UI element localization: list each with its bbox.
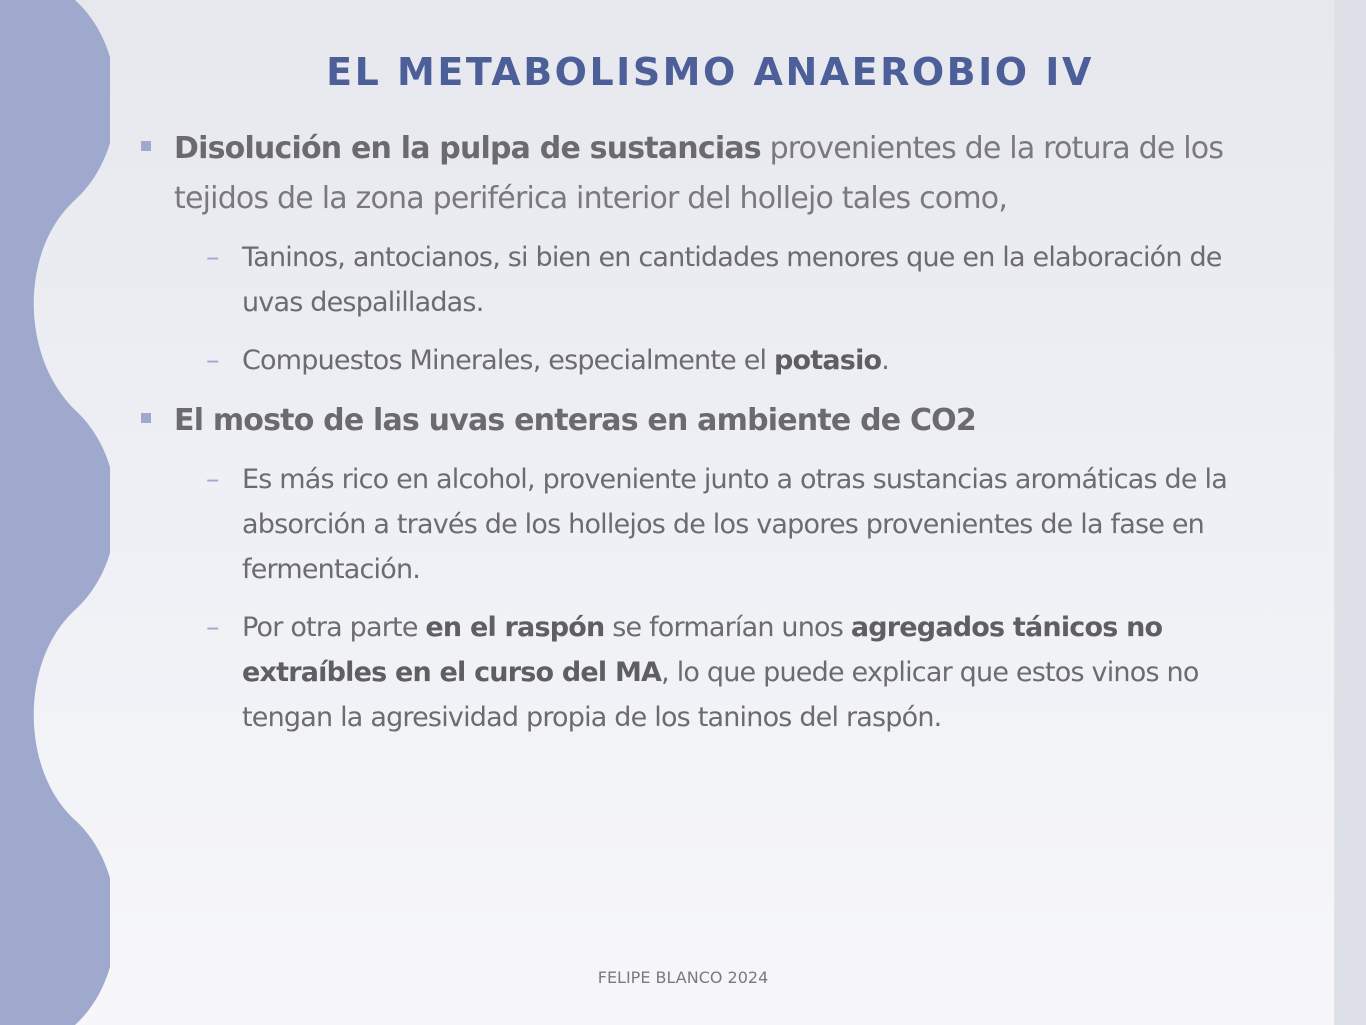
sub-bullet-2-2-pre: Por otra parte	[242, 612, 426, 643]
dash-bullet-icon: –	[206, 612, 219, 643]
sub-bullet-2-2-bold-2: agregados tánicos no extraíbles en el curso del MA	[242, 612, 1163, 688]
sub-bullet-2-2	[140, 605, 1280, 740]
sub-bullet-2-2-post: , lo que puede explicar que estos vinos no tengan la agresividad propia de los taninos del raspón.	[242, 657, 1199, 733]
sub-bullet-2-2-mid: se formarían unos	[604, 612, 851, 643]
dash-bullet-icon: –	[206, 345, 219, 376]
slide-title: EL METABOLISMO ANAEROBIO IV	[326, 50, 1094, 94]
sub-bullet-1-2-bold: potasio	[774, 345, 882, 376]
sub-bullet-2-1	[140, 457, 1280, 592]
sub-bullet-1-1	[140, 235, 1280, 325]
slide-footer: FELIPE BLANCO 2024	[597, 968, 769, 987]
bullet-1	[140, 124, 1280, 224]
sub-bullet-1-2	[140, 338, 1280, 383]
left-wave-decoration	[0, 0, 110, 1025]
bullet-1-text: provenientes de la rotura de los tejidos de la zona periférica interior del hollejo tales como,	[174, 131, 1224, 216]
sub-bullet-2-2-bold-1: en el raspón	[425, 612, 605, 643]
sub-bullet-1-1-text: Taninos, antocianos, si bien en cantidades menores que en la elaboración de uvas despalilladas.	[242, 242, 1222, 318]
dash-bullet-icon: –	[206, 464, 219, 495]
bullet-1-bold: Disolución en la pulpa de sustancias	[174, 131, 761, 166]
square-bullet-icon	[141, 141, 151, 151]
slide-content	[140, 124, 1280, 740]
sub-bullet-1-2-post: .	[881, 345, 890, 376]
right-band-decoration	[1334, 0, 1366, 1025]
dash-bullet-icon: –	[206, 242, 219, 273]
sub-bullet-1-2-pre: Compuestos Minerales, especialmente el	[242, 345, 774, 376]
bullet-2-bold: El mosto de las uvas enteras en ambiente de CO2	[174, 403, 976, 438]
bullet-2	[140, 396, 1280, 446]
sub-bullet-2-1-text: Es más rico en alcohol, proveniente junto a otras sustancias aromáticas de la absorción a través de los hollejos de los vapores provenientes de la fase en fermentación.	[242, 464, 1227, 585]
square-bullet-icon	[141, 413, 151, 423]
